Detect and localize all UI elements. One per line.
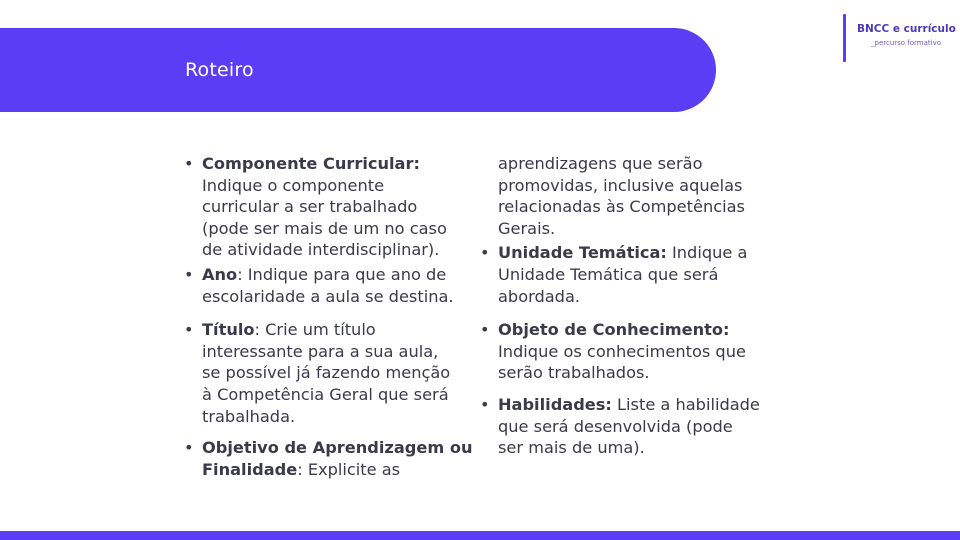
continuation-line: relacionadas às Competências xyxy=(498,197,745,217)
title-banner xyxy=(0,28,716,112)
bullet-objetivo xyxy=(184,437,484,480)
titulo-line: à Competência Geral que será xyxy=(202,384,449,404)
objeto-line: Indique os conhecimentos que xyxy=(498,341,746,361)
logo-title: BNCC e currículo xyxy=(857,23,956,35)
titulo-line: interessante para a sua aula, xyxy=(202,341,439,361)
bullet-ano xyxy=(184,264,484,307)
continuation-line: promovidas, inclusive aquelas xyxy=(498,175,743,195)
unidade-line: Unidade Temática que será xyxy=(498,264,719,284)
logo-accent-bar xyxy=(843,14,846,62)
objetivo-continuation xyxy=(480,153,790,239)
continuation-line: aprendizagens que serão xyxy=(498,154,703,173)
term-ano: Ano xyxy=(202,264,238,284)
unidade-first-line: Indique a xyxy=(666,243,748,263)
objeto-line: serão trabalhados. xyxy=(498,363,650,383)
habilidades-line: ser mais de uma). xyxy=(498,438,645,458)
bullet-componente-curricular xyxy=(184,153,484,261)
left-column xyxy=(184,153,484,480)
term-objetivo: Objetivo de Aprendizagem ou xyxy=(202,438,473,458)
habilidades-line: que será desenvolvida (pode xyxy=(498,416,733,436)
term-objeto: Objeto de Conhecimento: xyxy=(498,320,730,340)
componente-line: Indique o componente xyxy=(202,175,385,195)
term-finalidade: Finalidade xyxy=(202,459,298,479)
componente-line: de atividade interdisciplinar). xyxy=(202,240,440,260)
componente-line: (pode ser mais de um no caso xyxy=(202,218,447,238)
bullet-unidade-tematica xyxy=(480,242,790,307)
habilidades-first-line: Liste a habilidade xyxy=(611,394,760,414)
term-unidade: Unidade Temática: xyxy=(498,243,667,263)
term-titulo: Título xyxy=(202,320,255,340)
footer-bar xyxy=(0,531,960,540)
titulo-line: trabalhada. xyxy=(202,406,296,426)
objetivo-rest: : Explicite as xyxy=(297,459,401,479)
bullet-habilidades xyxy=(480,394,790,459)
componente-line: curricular a ser trabalhado xyxy=(202,197,418,217)
ano-first-line: : Indique para que ano de xyxy=(237,264,447,284)
ano-line: escolaridade a aula se destina. xyxy=(202,286,454,306)
bullet-objeto-conhecimento xyxy=(480,319,790,384)
bncc-logo xyxy=(843,14,956,62)
right-column xyxy=(480,153,790,459)
titulo-line: se possível já fazendo menção xyxy=(202,363,451,383)
page-title: Roteiro xyxy=(185,59,254,81)
titulo-first-line: : Crie um título xyxy=(254,320,376,340)
unidade-line: abordada. xyxy=(498,286,581,306)
bullet-titulo xyxy=(184,319,484,427)
continuation-line: Gerais. xyxy=(498,218,556,238)
term-habilidades: Habilidades: xyxy=(498,394,612,414)
logo-subtitle: _percurso formativo xyxy=(871,39,942,47)
term-componente: Componente Curricular: xyxy=(202,154,420,173)
